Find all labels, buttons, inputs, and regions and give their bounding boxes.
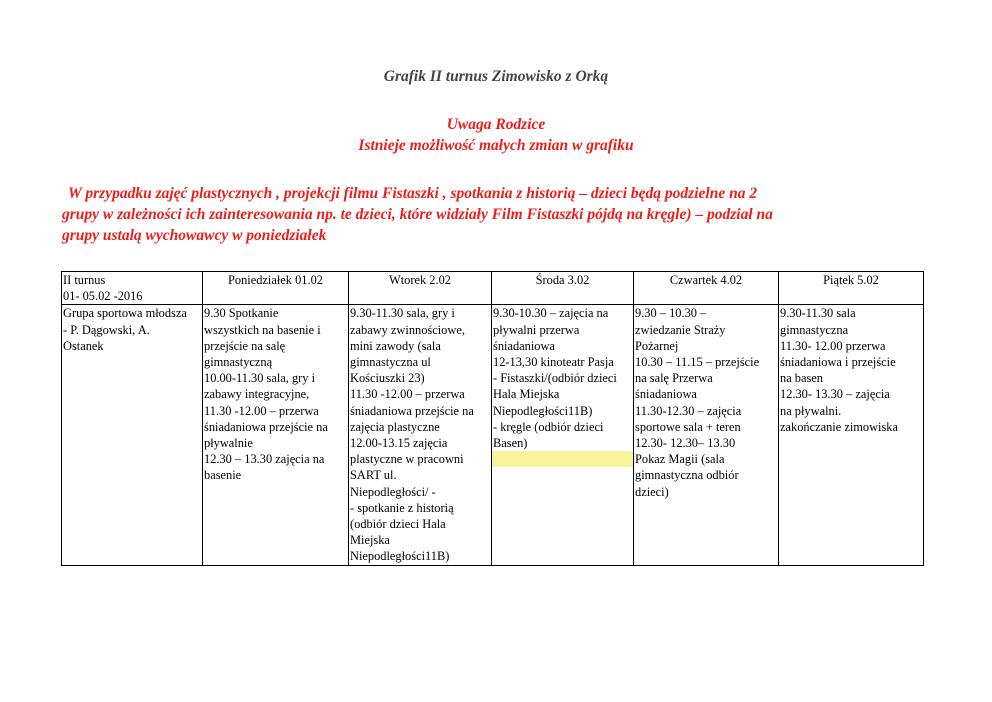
paragraph-line: grupy ustalą wychowawcy w poniedziałek (62, 227, 327, 244)
paragraph-line: W przypadku zajęć plastycznych , projekcji filmu Fistaszki , spotkania z historią – dzieci będą podzielne na 2 (68, 185, 758, 202)
cell-line: zabawy zwinnościowe, (350, 322, 465, 337)
cell-line: Grupa sportowa młodsza (63, 306, 187, 321)
cell-line: Niepodległości11B) (493, 403, 593, 418)
cell-line: na salę Przerwa (635, 371, 713, 386)
cell-line: śniadaniowa i przejście (780, 355, 896, 370)
table-header-row (62, 272, 924, 305)
cell-line: wszystkich na basenie i (204, 322, 321, 337)
schedule-table (61, 271, 924, 566)
cell-line: basenie (204, 468, 242, 483)
document-title: Grafik II turnus Zimowisko z Orką (383, 68, 609, 85)
cell-line: zakończanie zimowiska (780, 419, 899, 434)
cell-line: Miejska (350, 533, 390, 548)
cell-line: mini zawody (sala (350, 338, 441, 353)
cell-line: 11.30-12.30 – zajęcia (635, 403, 742, 418)
paragraph-line: grupy w zależności ich zainteresowania np. te dzieci, które widziały Film Fistaszki pójdą na kręgle) – podział na (62, 206, 773, 223)
notice-text: Istnieje możliwość małych zmian w grafiku (358, 137, 634, 154)
cell-line: gimnastyczną (204, 355, 273, 370)
tuesday-cell (349, 305, 492, 565)
cell-line: - P. Dągowski, A. (63, 322, 150, 337)
cell-line: 12.30- 12.30– 13.30 (635, 436, 736, 451)
cell-line: Ostanek (63, 338, 104, 353)
cell-line: 9.30 – 10.30 – (635, 306, 707, 321)
header-cell: Czwartek 4.02 (634, 272, 779, 305)
table-row (62, 305, 924, 565)
cell-line: plastyczne w pracowni (350, 452, 464, 467)
notice-paragraph (62, 183, 942, 246)
cell-line: zwiedzanie Straży (635, 322, 726, 337)
cell-line: SART ul. (350, 468, 397, 483)
cell-line: Basen) (493, 436, 528, 451)
cell-line: Kościuszki 23) (350, 371, 425, 386)
cell-line: Niepodległości/ - (350, 484, 436, 499)
friday-cell (779, 305, 924, 565)
header-cell: Wtorek 2.02 (349, 272, 492, 305)
cell-line: - kręgle (odbiór dzieci (493, 419, 604, 434)
cell-line: - Fistaszki/(odbiór dzieci (493, 371, 617, 386)
cell-line: na basen (780, 371, 824, 386)
cell-line: 9.30-10.30 – zajęcia na (493, 306, 609, 321)
cell-line: pływalni przerwa (493, 322, 580, 337)
cell-line: (odbiór dzieci Hala (350, 517, 446, 532)
cell-line: śniadaniowa przejście na (204, 419, 328, 434)
cell-line: - spotkanie z historią (350, 500, 454, 515)
cell-line: 9.30-11.30 sala (780, 306, 856, 321)
cell-line: 9.30-11.30 sala, gry i (350, 306, 455, 321)
header-cell: Piątek 5.02 (779, 272, 924, 305)
cell-line: śniadaniowa przejście na (350, 403, 474, 418)
cell-line: gimnastyczna (780, 322, 849, 337)
header-cell: Poniedziałek 01.02 (203, 272, 349, 305)
cell-line: dzieci) (635, 484, 669, 499)
wednesday-cell (492, 305, 634, 565)
cell-line: sportowe sala + teren (635, 419, 741, 434)
cell-line: na pływalni. (780, 403, 842, 418)
header-dates: 01- 05.02 -2016 (63, 289, 143, 304)
header-turnus (62, 272, 203, 305)
cell-line: Pokaz Magii (sala (635, 452, 725, 467)
cell-line: 10.00-11.30 sala, gry i (204, 371, 316, 386)
cell-line: 11.30- 12.00 przerwa (780, 338, 886, 353)
cell-line: 11.30 -12.00 – przerwa (350, 387, 465, 402)
monday-cell (203, 305, 349, 565)
cell-line: zajęcia plastyczne (350, 419, 440, 434)
cell-line: przejście na salę (204, 338, 286, 353)
cell-line: 12.00-13.15 zajęcia (350, 436, 448, 451)
notice-heading: Uwaga Rodzice (446, 116, 546, 133)
cell-line: śniadaniowa (635, 387, 697, 402)
group-cell (62, 305, 203, 565)
cell-line: Niepodległości11B) (350, 549, 450, 564)
cell-line: gimnastyczna odbiór (635, 468, 739, 483)
cell-line: Hala Miejska (493, 387, 560, 402)
cell-line: pływalnie (204, 436, 253, 451)
parents-notice (0, 114, 992, 156)
thursday-cell (634, 305, 779, 565)
cell-line: 9.30 Spotkanie (204, 306, 279, 321)
cell-line: śniadaniowa (493, 338, 555, 353)
cell-line: zabawy integracyjne, (204, 387, 310, 402)
highlight-mark (492, 451, 633, 467)
cell-line: 12-13,30 kinoteatr Pasja (493, 355, 614, 370)
cell-line: gimnastyczna ul (350, 355, 431, 370)
cell-line: 11.30 -12.00 – przerwa (204, 403, 319, 418)
header-cell: II turnus (63, 273, 106, 287)
cell-line: Pożarnej (635, 338, 679, 353)
cell-line: 10.30 – 11.15 – przejście (635, 355, 760, 370)
cell-line: 12.30- 13.30 – zajęcia (780, 387, 890, 402)
cell-line: 12.30 – 13.30 zajęcia na (204, 452, 325, 467)
header-cell: Środa 3.02 (492, 272, 634, 305)
